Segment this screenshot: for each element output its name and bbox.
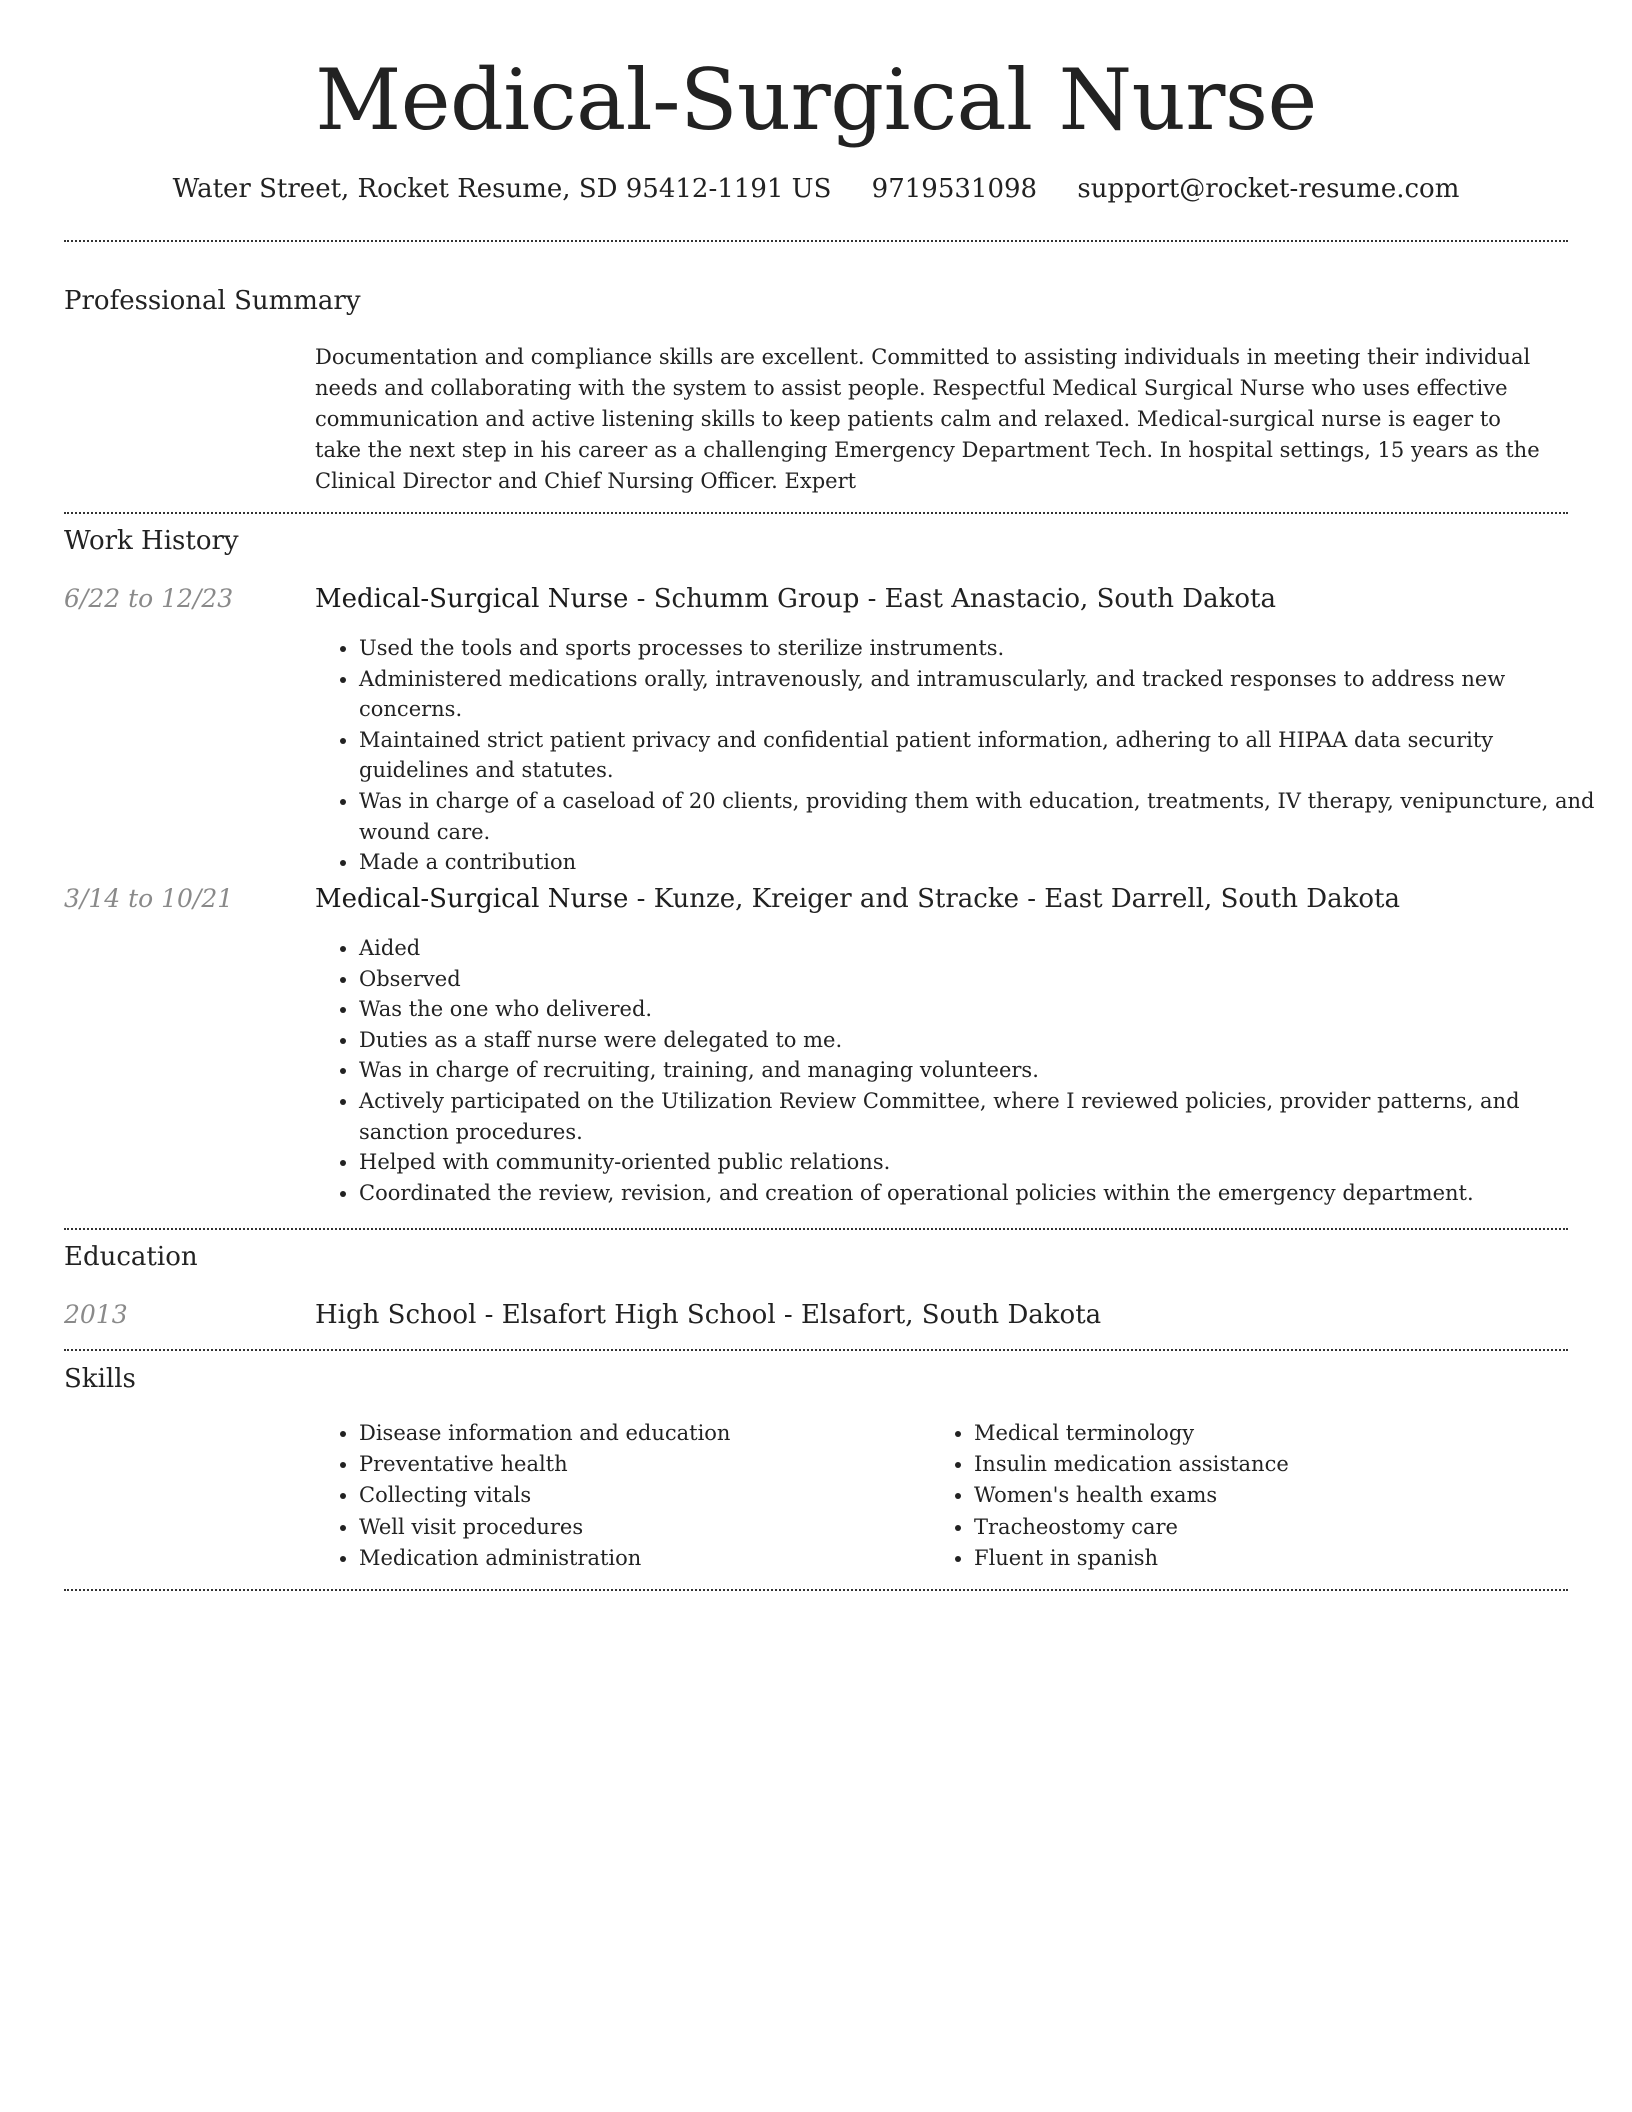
skill-item: • Insulin medication assistance [974, 1449, 1289, 1480]
education-year: 2013 [64, 1300, 128, 1329]
job-bullet: • Made a contribution [359, 847, 1609, 878]
job-title [315, 882, 1400, 916]
job-bullet: • Maintained strict patient privacy and confidential patient information, adhering to all HIPAA data security guidelines and statutes. [359, 725, 1609, 786]
skill-item: • Tracheostomy care [974, 1512, 1289, 1543]
job-bullets [315, 933, 1609, 1208]
skill-item: • Fluent in spanish [974, 1543, 1289, 1574]
job-dates: 3/14 to 10/21 [64, 884, 234, 913]
skill-item: • Disease information and education [359, 1418, 730, 1449]
job-bullet: • Helped with community-oriented public relations. [359, 1147, 1609, 1178]
job-role: Medical-Surgical Nurse [315, 884, 629, 914]
work-history-heading: Work History [64, 526, 239, 556]
skill-item: • Medication administration [359, 1543, 730, 1574]
job-bullet: • Was in charge of recruiting, training, and managing volunteers. [359, 1055, 1609, 1086]
job-bullet: • Duties as a staff nurse were delegated to me. [359, 1025, 1609, 1056]
education-entry: High School - Elsafort High School - Elsafort, South Dakota [315, 1300, 1102, 1330]
job-title [315, 582, 1276, 616]
skill-item: • Preventative health [359, 1449, 730, 1480]
skills-list-right [930, 1418, 1289, 1574]
section-divider [64, 1228, 1568, 1230]
job-bullet: • Actively participated on the Utilization Review Committee, where I reviewed policies, provider patterns, and sanction procedures. [359, 1086, 1609, 1147]
skill-item: • Medical terminology [974, 1418, 1289, 1449]
job-details: - Kunze, Kreiger and Stracke - East Darrell, South Dakota [628, 884, 1400, 914]
job-dates: 6/22 to 12/23 [64, 584, 234, 613]
contact-email: support@rocket-resume.com [1077, 174, 1460, 204]
skills-list-left [315, 1418, 730, 1574]
skill-item: • Collecting vitals [359, 1480, 730, 1511]
skills-heading: Skills [64, 1364, 136, 1394]
candidate-name: Medical-Surgical Nurse [315, 51, 1317, 149]
job-details: - Schumm Group - East Anastacio, South Dakota [628, 584, 1276, 614]
job-bullet: • Was in charge of a caseload of 20 clients, providing them with education, treatments, IV therapy, venipuncture, and wound care. [359, 786, 1609, 847]
skill-item: • Women's health exams [974, 1480, 1289, 1511]
summary-text: Documentation and compliance skills are excellent. Committed to assisting individuals in meeting their individual needs and collaborating with the system to assist people. Respectful Medical Surgical Nurse who uses effective communication and active listening skills to keep patients calm and relaxed. Medical-surgical nurse is eager to take the next step in his career as a challenging Emergency Department Tech. In hospital settings, 15 years as the Clinical Director and Chief Nursing Officer. Expert [315, 345, 1540, 493]
job-bullet: • Was the one who delivered. [359, 994, 1609, 1025]
job-bullet: • Observed [359, 964, 1609, 995]
job-bullet: • Coordinated the review, revision, and creation of operational policies within the emergency department. [359, 1178, 1609, 1209]
job-bullets [315, 633, 1609, 878]
education-heading: Education [64, 1242, 198, 1272]
contact-phone: 9719531098 [871, 174, 1038, 204]
section-divider [64, 1349, 1568, 1351]
contact-address: Water Street, Rocket Resume, SD 95412-1191 US [172, 174, 832, 204]
skill-item: • Well visit procedures [359, 1512, 730, 1543]
job-bullet: • Used the tools and sports processes to sterilize instruments. [359, 633, 1609, 664]
section-divider [64, 512, 1568, 514]
section-divider [64, 1589, 1568, 1591]
summary-heading: Professional Summary [64, 286, 361, 316]
job-bullet: • Administered medications orally, intravenously, and intramuscularly, and tracked responses to address new concerns. [359, 664, 1609, 725]
job-bullet: • Aided [359, 933, 1609, 964]
job-role: Medical-Surgical Nurse [315, 584, 629, 614]
contact-line [0, 172, 1632, 206]
section-divider [64, 240, 1568, 242]
